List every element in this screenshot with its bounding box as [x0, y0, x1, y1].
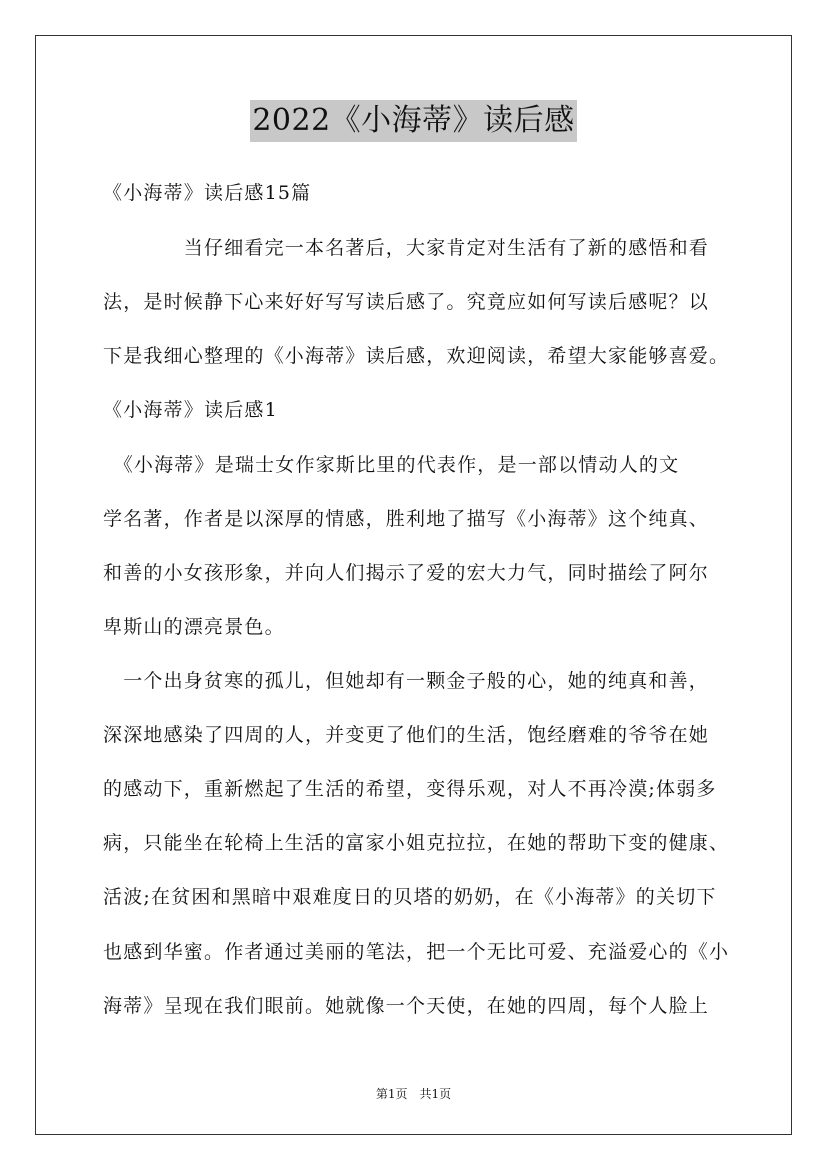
body-line: 一个出身贫寒的孤儿，但她却有一颗金子般的心，她的纯真和善， [103, 670, 710, 692]
body-line: 《小海蒂》是瑞士女作家斯比里的代表作，是一部以情动人的文 [103, 454, 680, 476]
page-footer: 第1页 共1页 [375, 1087, 452, 1101]
body-line: 学名著，作者是以深厚的情感，胜利地了描写《小海蒂》这个纯真、 [103, 508, 710, 530]
body-line: 海蒂》呈现在我们眼前。她就像一个天使，在她的四周，每个人脸上 [103, 995, 710, 1017]
body-line: 法，是时候静下心来好好写写读后感了。究竟应如何写读后感呢？以 [103, 291, 710, 313]
document-title: 2022《小海蒂》读后感 [250, 100, 576, 142]
body-line: 卑斯山的漂亮景色。 [103, 616, 285, 638]
body-line: 和善的小女孩形象，并向人们揭示了爱的宏大力气，同时描绘了阿尔 [103, 562, 710, 584]
body-line: 下是我细心整理的《小海蒂》读后感，欢迎阅读，希望大家能够喜爱。 [103, 345, 730, 367]
body-line: 也感到华蜜。作者通过美丽的笔法，把一个无比可爱、充溢爱心的《小 [103, 941, 730, 963]
body-line: 活波;在贫困和黑暗中艰难度日的贝塔的奶奶，在《小海蒂》的关切下 [103, 886, 717, 908]
body-line: 病，只能坐在轮椅上生活的富家小姐克拉拉，在她的帮助下变的健康、 [103, 832, 730, 854]
subtitle-line: 《小海蒂》读后感15篇 [103, 182, 312, 204]
body-line: 当仔细看完一本名著后，大家肯定对生活有了新的感悟和看 [103, 237, 710, 259]
section-heading: 《小海蒂》读后感1 [103, 399, 278, 421]
title-container [0, 100, 827, 142]
body-line: 的感动下，重新燃起了生活的希望，变得乐观，对人不再冷漠;体弱多 [103, 778, 717, 800]
body-line: 深深地感染了四周的人，并变更了他们的生活，饱经磨难的爷爷在她 [103, 724, 710, 746]
